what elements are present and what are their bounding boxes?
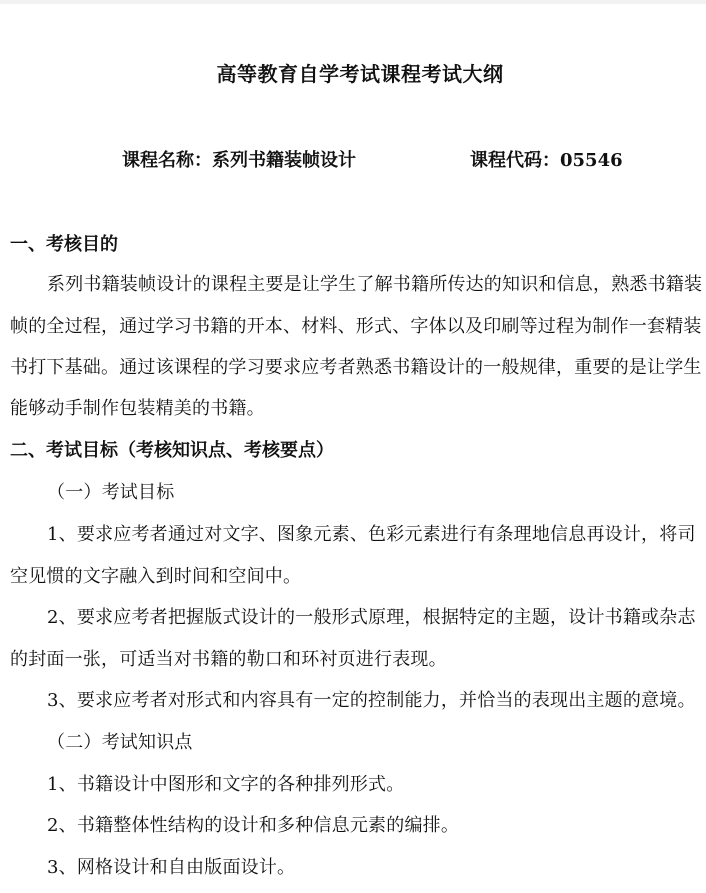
paragraph-line: 系列书籍装帧设计的课程主要是让学生了解书籍所传达的知识和信息，熟悉书籍装 <box>47 274 703 295</box>
section-heading-objectives: 二、考试目标（考核知识点、考核要点） <box>10 440 334 461</box>
objective-item-1-cont: 空见惯的文字融入到时间和空间中。 <box>10 566 302 587</box>
objective-item-2-cont: 的封面一张，可适当对书籍的勒口和环衬页进行表现。 <box>10 649 447 670</box>
paragraph-line: 帧的全过程，通过学习书籍的开本、材料、形式、字体以及印刷等过程为制作一套精装 <box>10 316 702 337</box>
document-title: 高等教育自学考试课程考试大纲 <box>216 62 504 86</box>
objective-item-2: 2、要求应考者把握版式设计的一般形式原理，根据特定的主题，设计书籍或杂志 <box>47 607 696 628</box>
course-name: 课程名称：系列书籍装帧设计 <box>122 150 356 171</box>
objective-item-1: 1、要求应考者通过对文字、图象元素、色彩元素进行有条理地信息再设计，将司 <box>47 524 696 545</box>
paragraph-line: 书打下基础。通过该课程的学习要求应考者熟悉书籍设计的一般规律，重要的是让学生 <box>10 357 702 378</box>
objective-item-3: 3、要求应考者对形式和内容具有一定的控制能力，并恰当的表现出主题的意境。 <box>47 690 696 711</box>
paragraph-line: 能够动手制作包装精美的书籍。 <box>10 398 265 419</box>
subsection-heading-knowledge: （二）考试知识点 <box>47 732 193 753</box>
section-heading-purpose: 一、考核目的 <box>10 234 118 255</box>
knowledge-point-1: 1、书籍设计中图形和文字的各种排列形式。 <box>47 774 405 795</box>
course-code: 课程代码：05546 <box>470 150 623 171</box>
knowledge-point-3: 3、网格设计和自由版面设计。 <box>47 857 296 878</box>
knowledge-point-2: 2、书籍整体性结构的设计和多种信息元素的编排。 <box>47 815 460 836</box>
subsection-heading-objectives: （一）考试目标 <box>47 482 175 503</box>
